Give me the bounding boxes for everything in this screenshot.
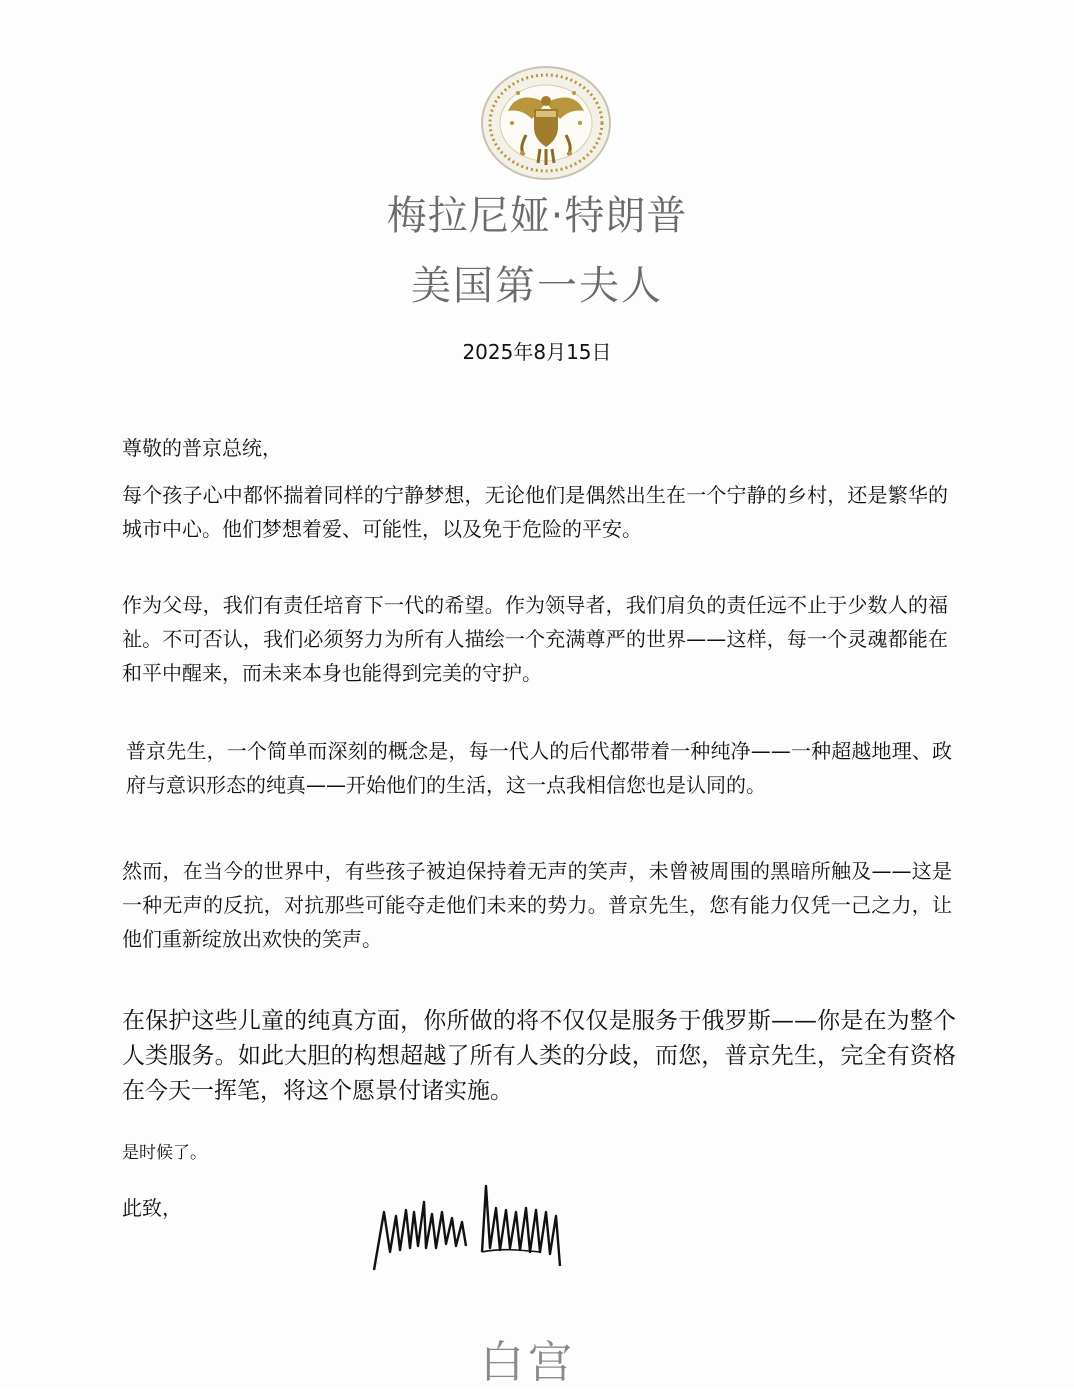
footer-white-house: 白宫: [480, 1337, 576, 1388]
body-paragraph: 在保护这些儿童的纯真方面，你所做的将不仅仅是服务于俄罗斯——你是在为整个人类服务。如此大胆的构想超越了所有人类的分歧，而您，普京先生，完全有资格在今天一挥笔，将这个愿景付诸实施。: [122, 1008, 956, 1104]
body-paragraph: 然而，在当今的世界中，有些孩子被迫保持着无声的笑声，未曾被周围的黑暗所触及——这是一种无声的反抗，对抗那些可能夺走他们未来的势力。普京先生，您有能力仅凭一己之力，让他们重新绽放出欢快的笑声。: [122, 859, 952, 951]
body-paragraph: 每个孩子心中都怀揣着同样的宁静梦想，无论他们是偶然出生在一个宁静的乡村，还是繁华的城市中心。他们梦想着爱、可能性，以及免于危险的平安。: [122, 483, 948, 541]
letter-date: 2025年8月15日: [462, 340, 612, 364]
salutation: 尊敬的普京总统，: [122, 436, 282, 460]
presidential-seal-icon: [478, 63, 614, 183]
letterhead-title: 美国第一夫人: [411, 263, 663, 309]
body-paragraph: 普京先生，一个简单而深刻的概念是，每一代人的后代都带着一种纯净——一种超越地理、政府与意识形态的纯真——开始他们的生活，这一点我相信您也是认同的。: [126, 739, 952, 797]
closing-line: 是时候了。: [122, 1143, 207, 1163]
handwritten-signature-icon: [370, 1182, 570, 1278]
body-paragraph: 作为父母，我们有责任培育下一代的希望。作为领导者，我们肩负的责任远不止于少数人的福祉。不可否认，我们必须努力为所有人描绘一个充满尊严的世界——这样，每一个灵魂都能在和平中醒来，而未来本身也能得到完美的守护。: [122, 593, 948, 685]
letterhead-name: 梅拉尼娅·特朗普: [386, 193, 688, 239]
valediction: 此致，: [122, 1196, 182, 1220]
